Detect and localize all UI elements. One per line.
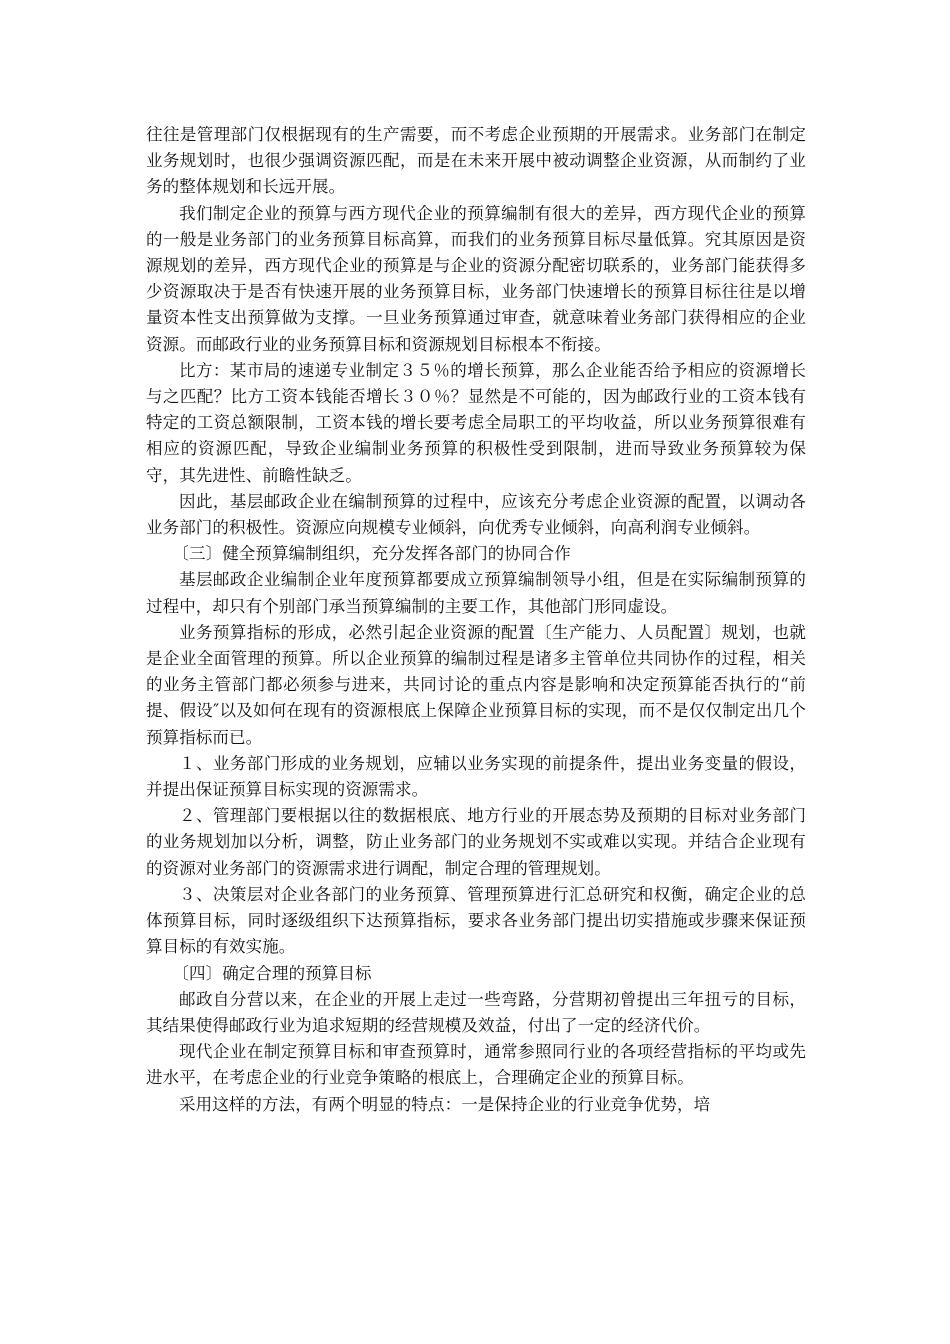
paragraph-9: 采用这样的方法，有两个明显的特点：一是保持企业的行业竞争优势，培 — [179, 1094, 711, 1114]
list-item-2: ２、管理部门要根据以往的数据根底、地方行业的开展态势及预期的目标对业务部门的业务规划加以分析，调整，防止业务部门的业务规划不实或难以实现。并结合企业现有的资源对业务部门的资源需求进行调配，制定合理的管理规划。 — [146, 806, 806, 878]
section-heading-4: 〔四〕确定合理的预算目标 — [172, 963, 372, 983]
paragraph-4: 因此，基层邮政企业在编制预算的过程中，应该充分考虑企业资源的配置，以调动各业务部门的积极性。资源应向规模专业倾斜，向优秀专业倾斜，向高利润专业倾斜。 — [146, 491, 806, 538]
paragraph-2: 我们制定企业的预算与西方现代企业的预算编制有很大的差异，西方现代企业的预算的一般是业务部门的业务预算目标高算，而我们的业务预算目标尽量低算。究其原因是资源规划的差异，西方现代企业的预算是与企业的资源分配密切联系的，业务部门能获得多少资源取决于是否有快速开展的业务预算目标，业务部门快速增长的预算目标往往是以增量资本性支出预算做为支撑。一旦业务预算通过审查，就意味着业务部门获得相应的企业资源。而邮政行业的业务预算目标和资源规划目标根本不衔接。 — [146, 203, 806, 354]
paragraph-3: 比方：某市局的速递专业制定３５％的增长预算，那么企业能否给予相应的资源增长与之匹配？比方工资本钱能否增长３０％？显然是不可能的，因为邮政行业的工资本钱有特定的工资总额限制，工资本钱的增长要考虑全局职工的平均收益，所以业务预算很难有相应的资源匹配，导致企业编制业务预算的积极性受到限制，进而导致业务预算较为保守，其先进性、前瞻性缺乏。 — [146, 360, 806, 485]
paragraph-1: 往往是管理部门仅根据现有的生产需要，而不考虑企业预期的开展需求。业务部门在制定业务规划时，也很少强调资源匹配，而是在未来开展中被动调整企业资源，从而制约了业务的整体规划和长远开展。 — [146, 125, 806, 197]
paragraph-6: 业务预算指标的形成，必然引起企业资源的配置〔生产能力、人员配置〕规划，也就是企业全面管理的预算。所以企业预算的编制过程是诸多主管单位共同协作的过程，相关的业务主管部门都必须参与进来，共同讨论的重点内容是影响和决定预算能否执行的“前提、假设″以及如何在现有的资源根底上保障企业预算目标的实现，而不是仅仅制定出几个预算指标而已。 — [146, 622, 806, 747]
section-heading-3: 〔三〕健全预算编制组织，充分发挥各部门的协同合作 — [172, 544, 571, 564]
paragraph-5: 基层邮政企业编制企业年度预算都要成立预算编制领导小组，但是在实际编制预算的过程中，却只有个别部门承当预算编制的主要工作，其他部门形同虚设。 — [146, 570, 806, 616]
paragraph-7: 邮政自分营以来，在企业的开展上走过一些弯路，分营期初曾提出三年扭亏的目标，其结果使得邮政行业为追求短期的经营规模及效益，付出了一定的经济代价。 — [146, 989, 806, 1035]
document-page — [146, 122, 806, 1118]
list-item-3: ３、决策层对企业各部门的业务预算、管理预算进行汇总研究和权衡，确定企业的总体预算目标，同时逐级组织下达预算指标，要求各业务部门提出切实措施或步骤来保证预算目标的有效实施。 — [146, 884, 806, 957]
paragraph-8: 现代企业在制定预算目标和审查预算时，通常参照同行业的各项经营指标的平均或先进水平，在考虑企业的行业竞争策略的根底上，合理确定企业的预算目标。 — [146, 1042, 806, 1088]
list-item-1: １、业务部门形成的业务规划，应辅以业务实现的前提条件，提出业务变量的假设，并提出保证预算目标实现的资源需求。 — [146, 753, 806, 800]
